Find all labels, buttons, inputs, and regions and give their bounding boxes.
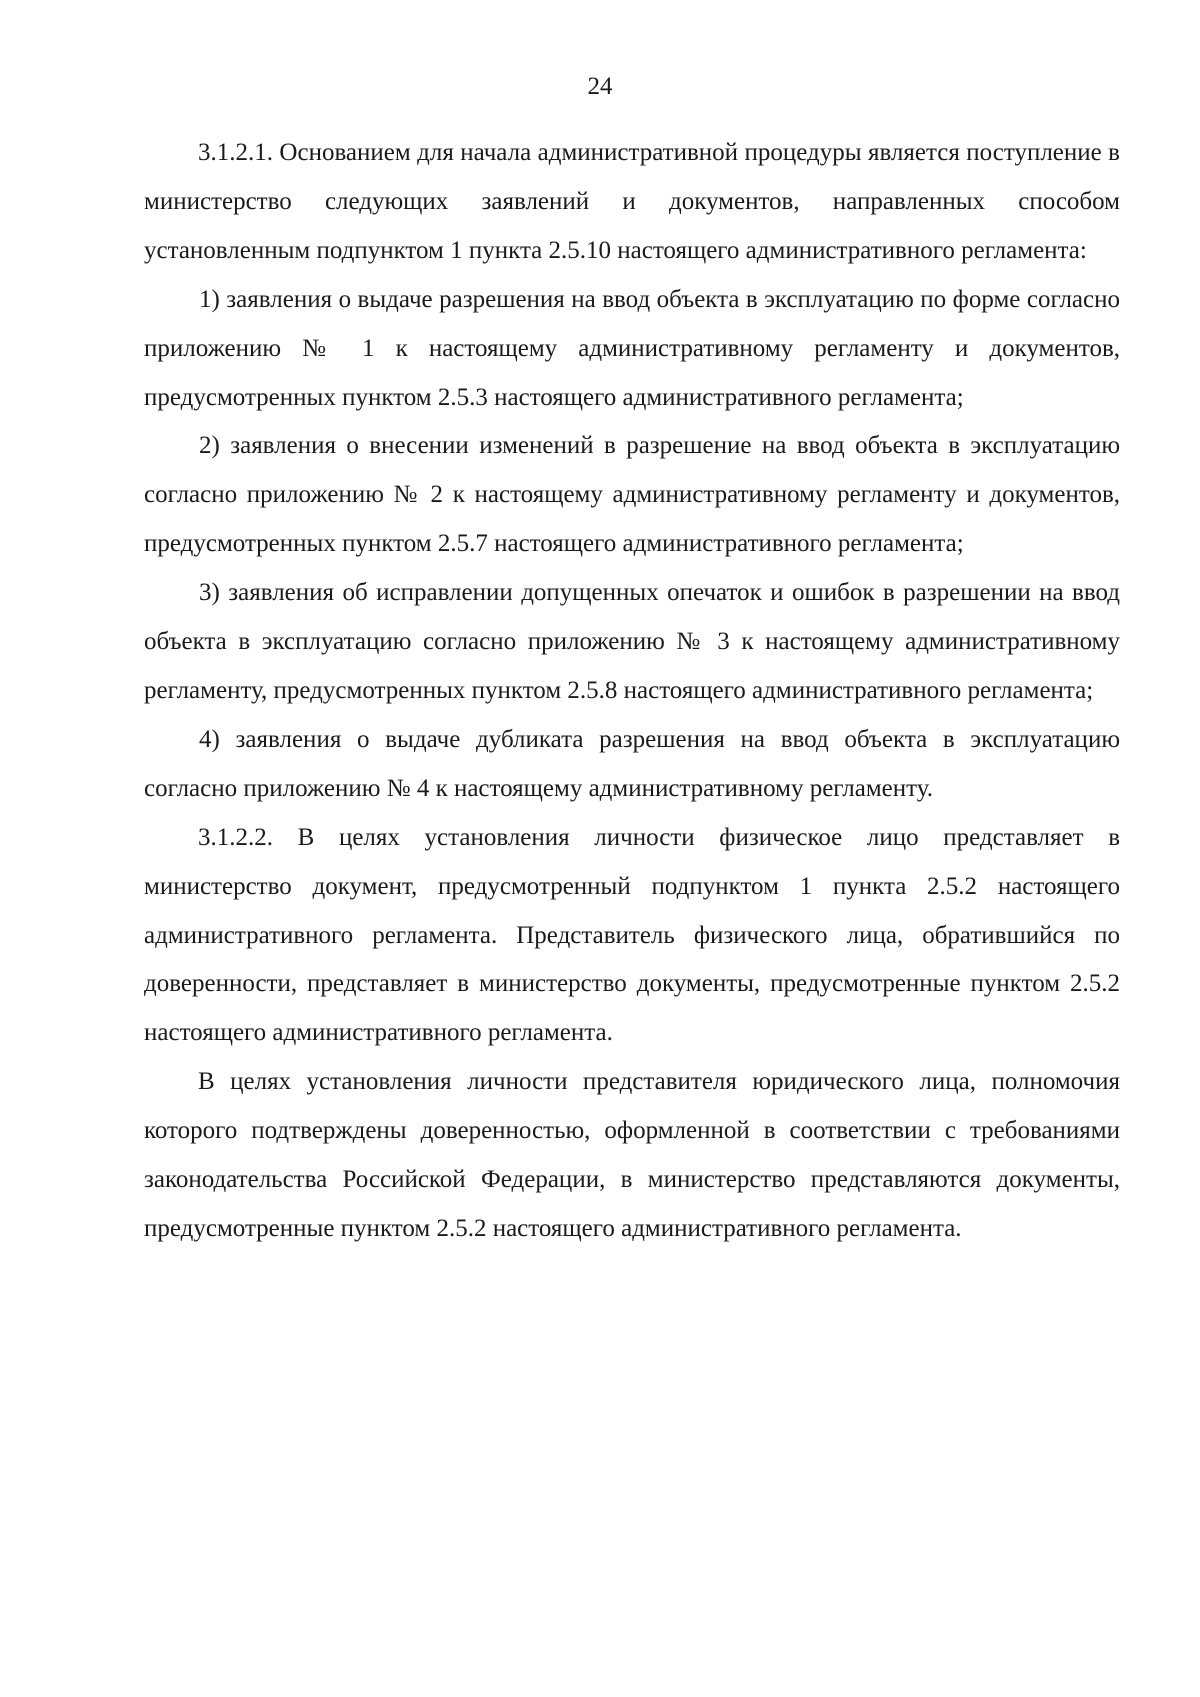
paragraph-legal-entity: В целях установления личности представителя юридического лица, полномочия которого подтверждены доверенностью, оформленной в соответствии с требованиями законодательства Российской Федерации, в министерство представляются документы, предусмотренные пунктом 2.5.2 настоящего административного регламента. — [144, 1068, 1120, 1242]
document-body — [144, 129, 1120, 1254]
list-item-1: 1) заявления о выдаче разрешения на ввод объекта в эксплуатацию по форме согласно приложению № 1 к настоящему административному регламенту и документов, предусмотренных пунктом 2.5.3 настоящего административного регламента; — [144, 285, 1120, 411]
paragraph-3-1-2-1: 3.1.2.1. Основанием для начала административной процедуры является поступление в министерство следующих заявлений и документов, направленных способом установленным подпунктом 1 пункта 2.5.10 настоящего административного регламента: — [144, 139, 1120, 264]
paragraph-3-1-2-2: 3.1.2.2. В целях установления личности физическое лицо представляет в министерство документ, предусмотренный подпунктом 1 пункта 2.5.2 настоящего административного регламента. Представитель физического лица, обратившийся по доверенности, представляет в министерство документы, предусмотренные пунктом 2.5.2 настоящего административного регламента. — [144, 823, 1120, 1047]
list-item-3: 3) заявления об исправлении допущенных опечаток и ошибок в разрешении на ввод объекта в эксплуатацию согласно приложению № 3 к настоящему административному регламенту, предусмотренных пунктом 2.5.8 настоящего административного регламента; — [144, 579, 1120, 704]
list-item-2: 2) заявления о внесении изменений в разрешение на ввод объекта в эксплуатацию согласно приложению № 2 к настоящему административному регламенту и документов, предусмотренных пунктом 2.5.7 настоящего административного регламента; — [144, 432, 1120, 558]
page-number: 24 — [587, 73, 613, 100]
list-item-4: 4) заявления о выдаче дубликата разрешения на ввод объекта в эксплуатацию согласно приложению № 4 к настоящему административному регламенту. — [144, 725, 1120, 802]
